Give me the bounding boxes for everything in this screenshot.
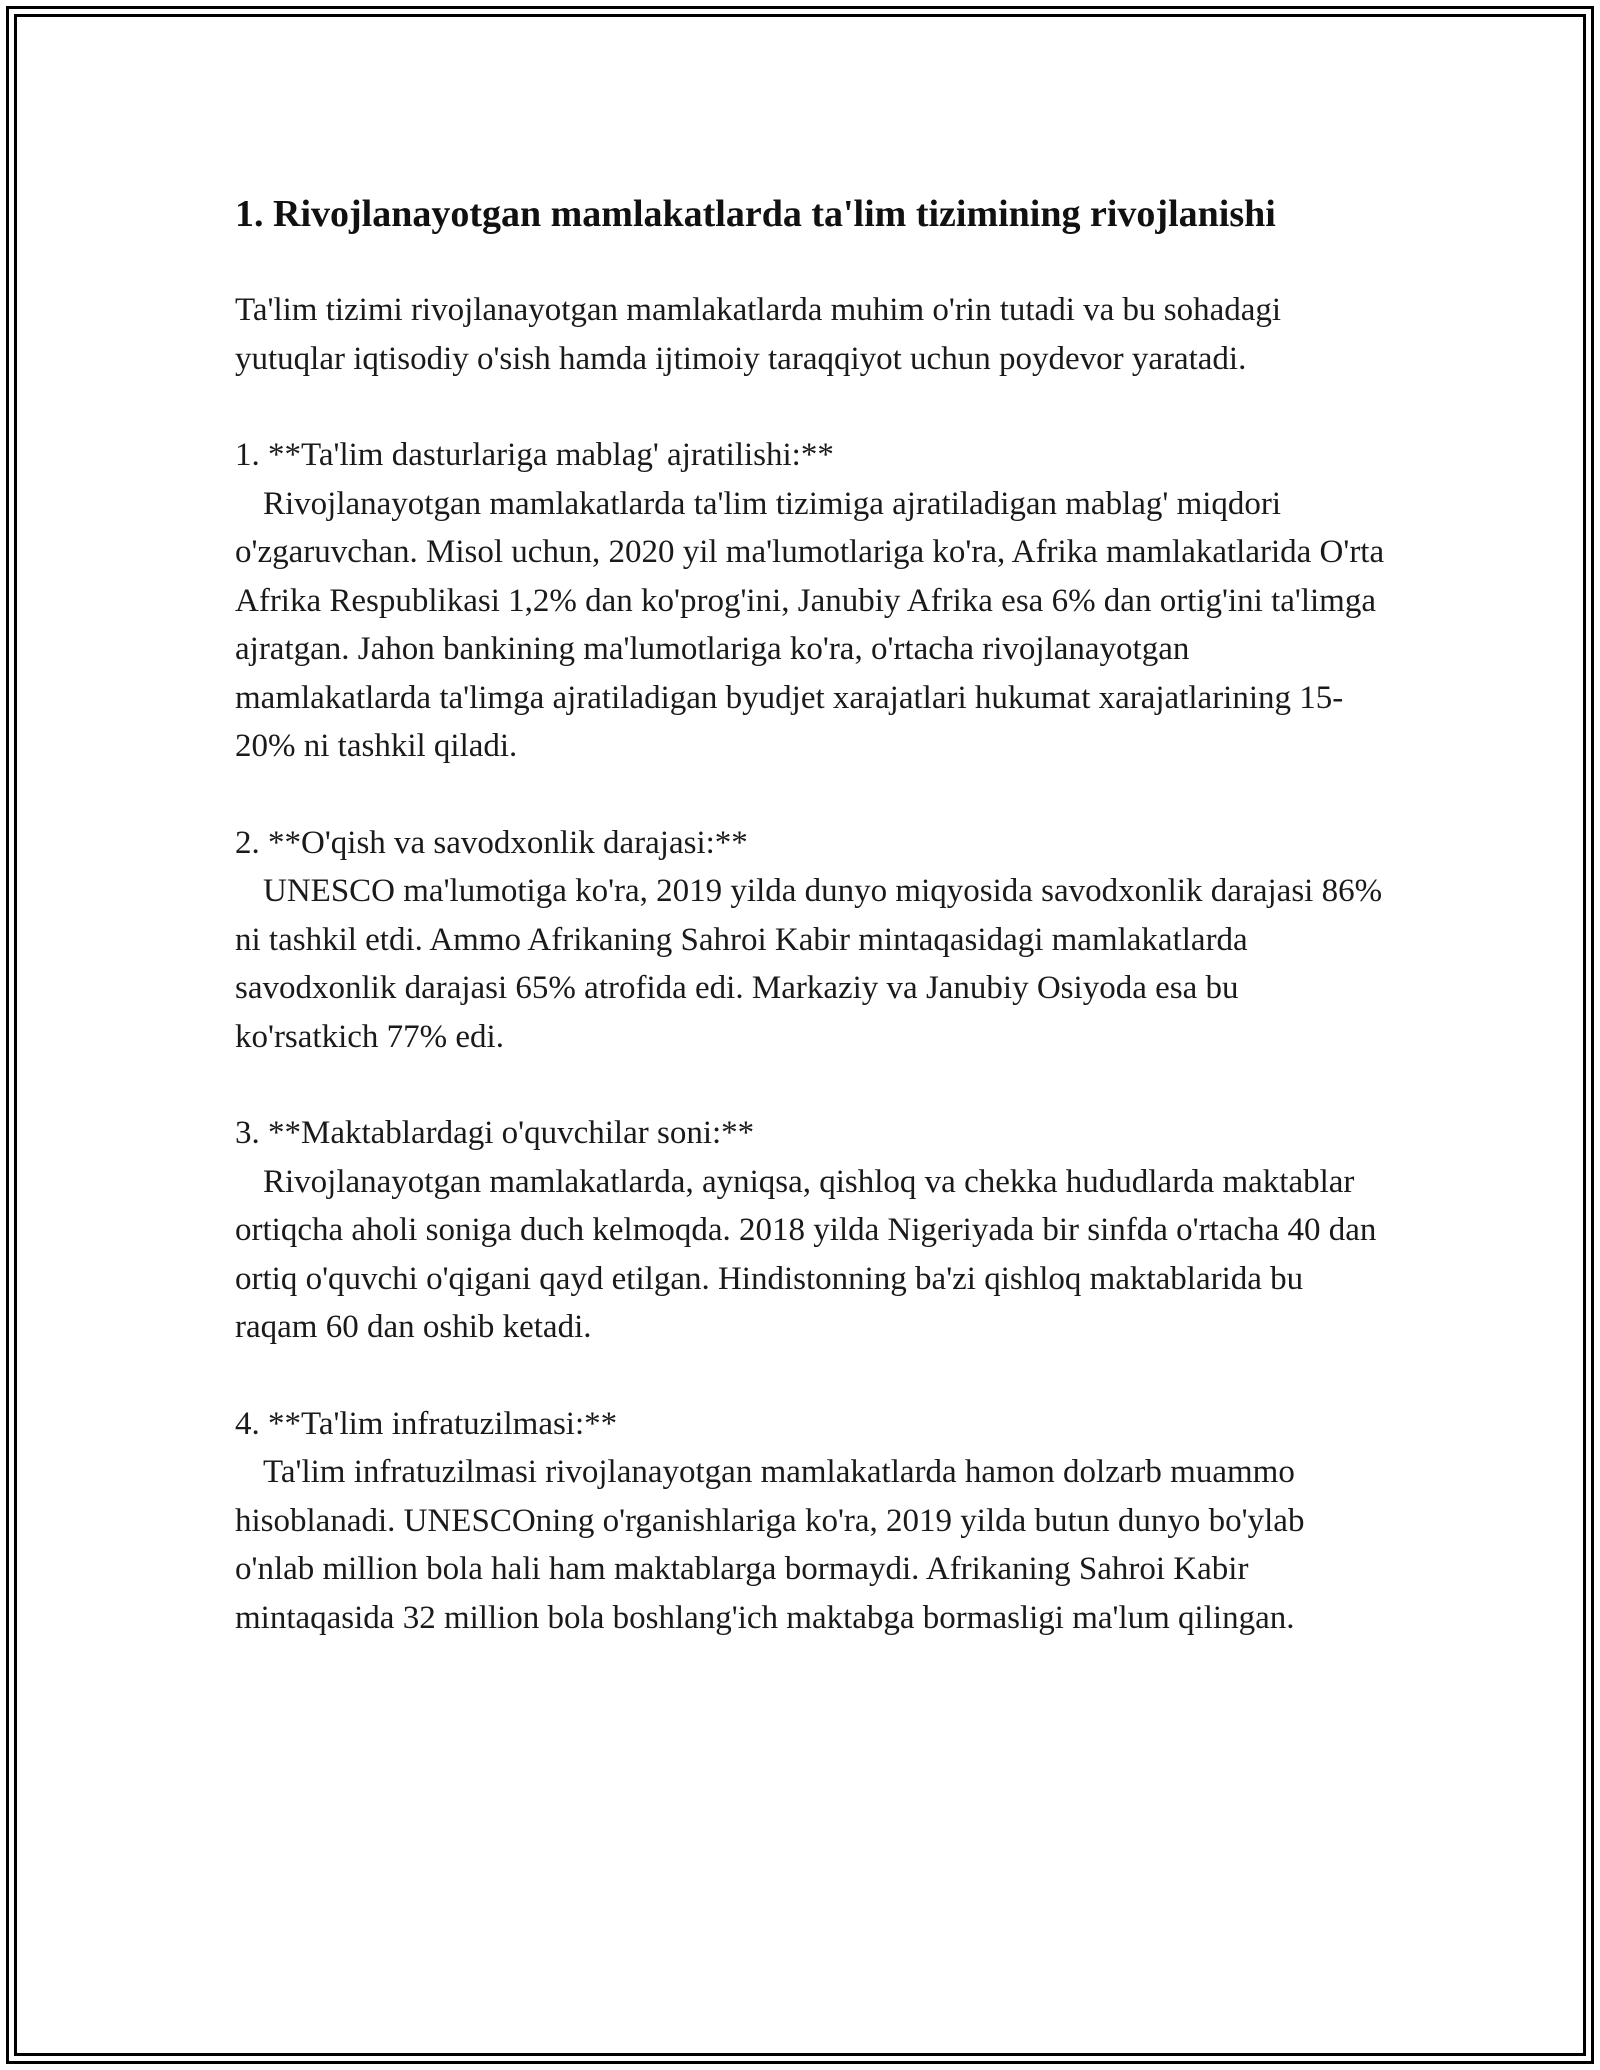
section-heading: 3. **Maktablardagi o'quvchilar soni:** (235, 1115, 755, 1151)
section-body: Ta'lim infratuzilmasi rivojlanayotgan mamlakatlarda hamon dolzarb muammo hisoblanadi. UNESCOning o'rganishlariga ko'ra, 2019 yilda butun dunyo bo'ylab o'nlab million bola hali ham maktablarga bormaydi. Afrikaning Sahroi Kabir mintaqasida 32 million bola boshlang'ich maktabga bormasligi ma'lum qilingan. (235, 1454, 1305, 1636)
section-heading: 4. **Ta'lim infratuzilmasi:** (235, 1405, 618, 1442)
document-content (235, 186, 1385, 1642)
document-title: 1. Rivojlanayotgan mamlakatlarda ta'lim tizimining rivojlanishi (235, 193, 1276, 235)
section-literacy (235, 819, 1385, 1062)
section-students (235, 1109, 1385, 1352)
section-infrastructure (235, 1400, 1385, 1643)
section-heading: 2. **O'qish va savodxonlik darajasi:** (235, 824, 748, 861)
section-body: UNESCO ma'lumotiga ko'ra, 2019 yilda dunyo miqyosida savodxonlik darajasi 86% ni tashkil etdi. Ammo Afrikaning Sahroi Kabir mintaqasidagi mamlakatlarda savodxonlik darajasi 65% atrofida edi. Markaziy va Janubiy Osiyoda esa bu ko'rsatkich 77% edi. (235, 873, 1383, 1055)
section-funding (235, 431, 1385, 771)
section-heading: 1. **Ta'lim dasturlariga mablag' ajratilishi:** (235, 437, 834, 473)
section-body: Rivojlanayotgan mamlakatlarda ta'lim tizimiga ajratiladigan mablag' miqdori o'zgaruvchan. Misol uchun, 2020 yil ma'lumotlariga ko'ra, Afrika mamlakatlarida O'rta Afrika Respublikasi 1,2% dan ko'prog'ini, Janubiy Afrika esa 6% dan ortig'ini ta'limga ajratgan. Jahon bankining ma'lumotlariga ko'ra, o'rtacha rivojlanayotgan mamlakatlarda ta'limga ajratiladigan byudjet xarajatlari hukumat xarajatlarining 15-20% ni tashkil qiladi. (235, 485, 1385, 764)
intro-paragraph: Ta'lim tizimi rivojlanayotgan mamlakatlarda muhim o'rin tutadi va bu sohadagi yutuqlar iqtisodiy o'sish hamda ijtimoiy taraqqiyot uchun poydevor yaratadi. (235, 292, 1290, 377)
section-body: Rivojlanayotgan mamlakatlarda, ayniqsa, qishloq va chekka hududlarda maktablar ortiqcha aholi soniga duch kelmoqda. 2018 yilda Nigeriyada bir sinfda o'rtacha 40 dan ortiq o'quvchi o'qigani qayd etilgan. Hindistonning ba'zi qishloq maktablarida bu raqam 60 dan oshib ketadi. (235, 1163, 1377, 1345)
